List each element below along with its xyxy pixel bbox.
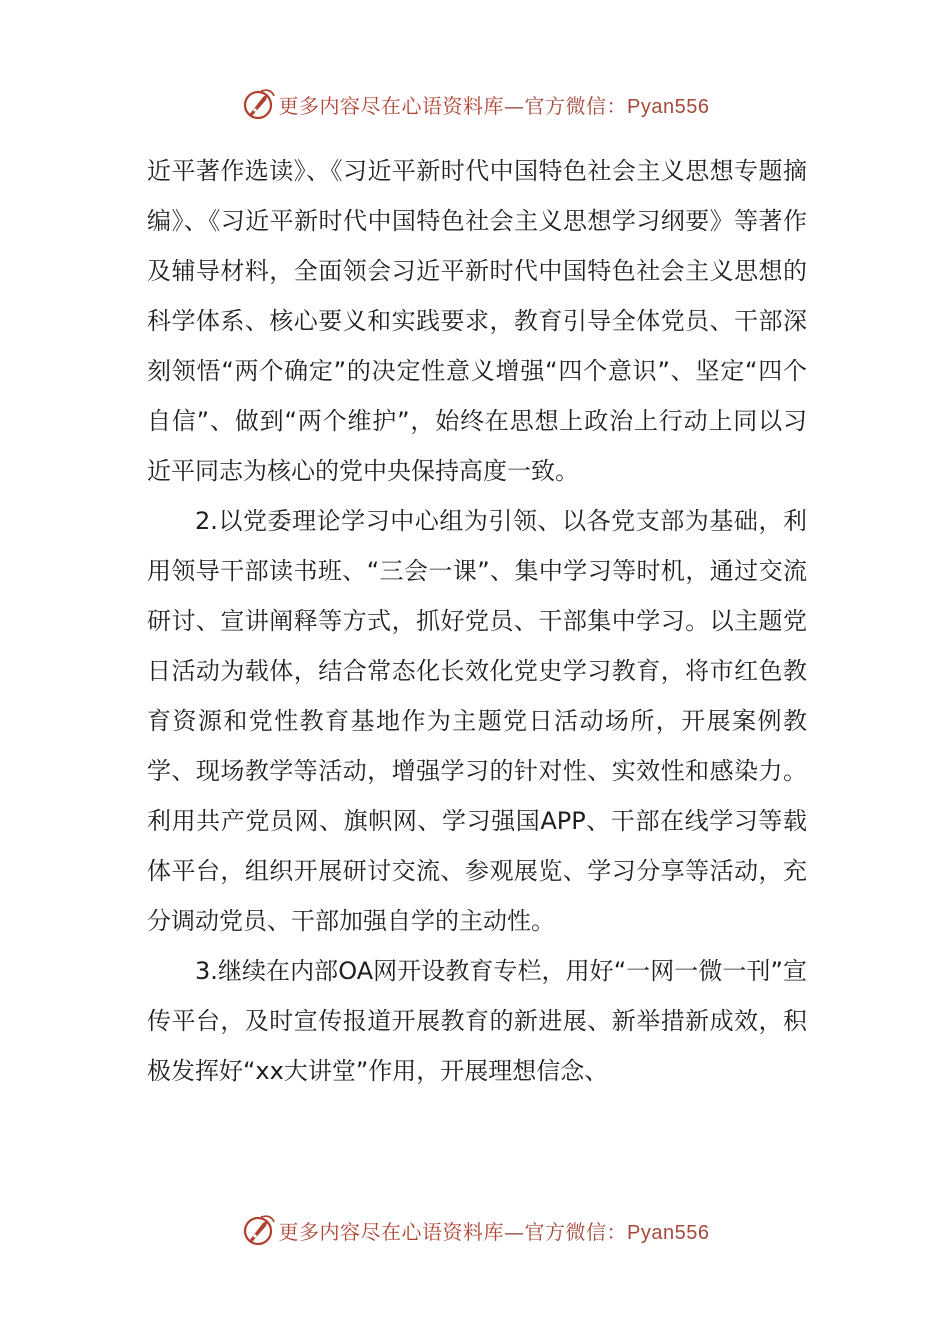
header-contact: 官方微信：Pyan556 (524, 95, 710, 118)
pen-nib-logo-icon (241, 1212, 277, 1248)
header-banner (0, 84, 950, 124)
header-site-label: 更多内容尽在心语资料库 (278, 93, 505, 118)
paragraph-3: 3.继续在内部OA网开设教育专栏，用好“一网一微一刊”宣传平台，及时宣传报道开展教育的新进展、新举措新成效，积极发挥好“xx大讲堂”作用，开展理想信念、 (147, 957, 807, 1085)
footer-banner (0, 1210, 950, 1250)
pen-nib-logo-icon (241, 86, 277, 122)
paragraph-2: 2.以党委理论学习中心组为引领、以各党支部为基础，利用领导干部读书班、“三会一课”、集中学习等时机，通过交流研讨、宣讲阐释等方式，抓好党员、干部集中学习。以主题党日活动为载体，结合常态化长效化党史学习教育，将市红色教育资源和党性教育基地作为主题党日活动场所，开展案例教学、现场教学等活动，增强学习的针对性、实效性和感染力。利用共产党员网、旗帜网、学习强国APP、干部在线学习等载体平台，组织开展研讨交流、参观展览、学习分享等活动，充分调动党员、干部加强自学的主动性。 (147, 507, 807, 935)
footer-text (279, 1216, 710, 1245)
footer-site-label: 更多内容尽在心语资料库 (278, 1219, 505, 1244)
document-body (147, 146, 807, 1096)
footer-separator: — (504, 1219, 525, 1244)
paragraph-1: 近平著作选读》、《习近平新时代中国特色社会主义思想专题摘编》、《习近平新时代中国特色社会主义思想学习纲要》等著作及辅导材料，全面领会习近平新时代中国特色社会主义思想的科学体系、核心要义和实践要求，教育引导全体党员、干部深刻领悟“两个确定”的决定性意义增强“四个意识”、坚定“四个自信”、做到“两个维护”，始终在思想上政治上行动上同以习近平同志为核心的党中央保持高度一致。 (147, 157, 807, 485)
footer-contact: 官方微信：Pyan556 (524, 1221, 710, 1244)
header-separator: — (504, 93, 525, 118)
header-text (279, 90, 710, 119)
